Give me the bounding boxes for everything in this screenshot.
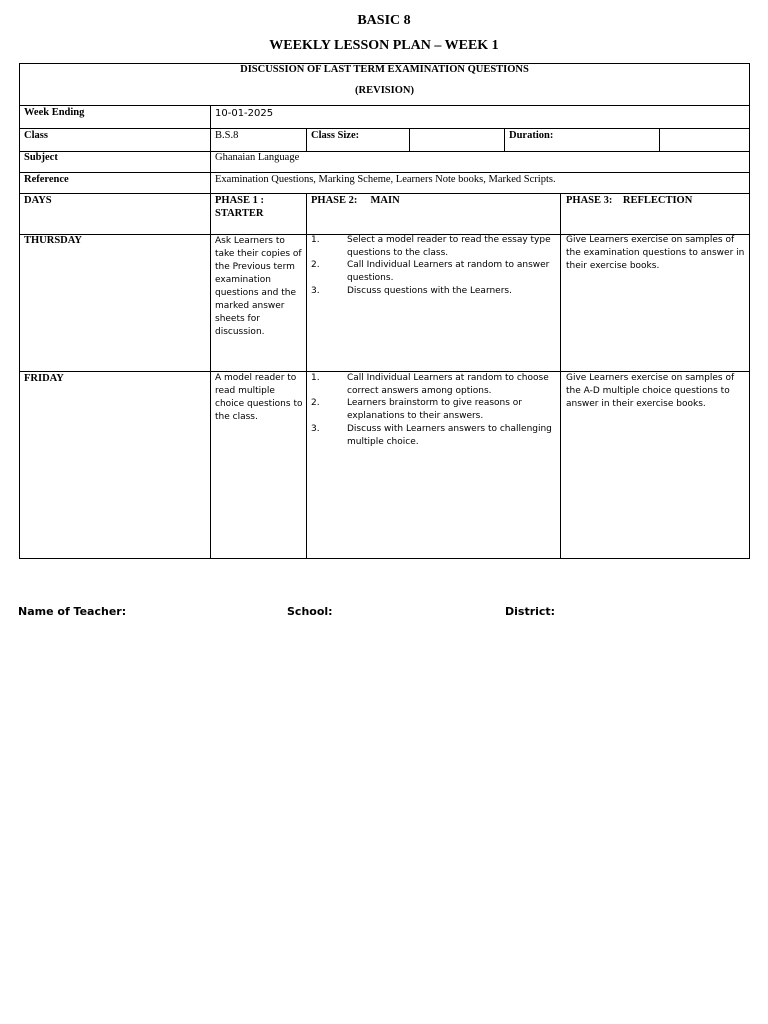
list-item: 2. Call Individual Learners at random to answer questions.	[311, 260, 550, 284]
subject-label: Subject	[24, 152, 58, 163]
column-divider	[210, 105, 211, 559]
document-subtitle: WEEKLY LESSON PLAN – WEEK 1	[269, 38, 499, 53]
phase1-header-line1: PHASE 1 :	[215, 195, 265, 206]
list-item: 3. Discuss with Learners answers to challenging multiple choice.	[311, 423, 552, 447]
duration-label: Duration:	[509, 130, 554, 141]
friday-main-list	[311, 372, 556, 448]
thursday-starter: Ask Learners to take their copies of the Previous term examination questions and the marked answer sheets for discussion.	[215, 236, 302, 337]
reference-label: Reference	[24, 174, 69, 185]
column-divider	[560, 193, 561, 559]
teacher-name-label: Name of Teacher:	[18, 605, 127, 618]
thursday-main-list	[311, 234, 556, 298]
list-item: 2. Learners brainstorm to give reasons or explanations to their answers.	[311, 398, 523, 422]
day-thursday: THURSDAY	[24, 235, 82, 246]
school-label: School:	[287, 605, 333, 618]
column-divider	[306, 128, 307, 151]
row-divider	[19, 128, 750, 129]
column-divider	[659, 128, 660, 151]
document-title: BASIC 8	[357, 13, 411, 28]
week-ending-value: 10-01-2025	[215, 108, 274, 119]
list-item: 1. Call Individual Learners at random to choose correct answers among options.	[311, 373, 549, 396]
list-item: 3. Discuss questions with the Learners.	[311, 285, 512, 296]
column-divider	[409, 128, 410, 151]
class-label: Class	[24, 130, 48, 141]
district-label: District:	[505, 605, 556, 618]
column-divider	[306, 193, 307, 559]
phase1-header-line2: STARTER	[215, 208, 264, 219]
subject-value: Ghanaian Language	[215, 152, 300, 163]
reference-value: Examination Questions, Marking Scheme, Learners Note books, Marked Scripts.	[215, 174, 556, 185]
thursday-reflection: Give Learners exercise on samples of the examination questions to answer in their exercise books.	[566, 235, 745, 271]
column-divider	[504, 128, 505, 151]
table-banner-line1: DISCUSSION OF LAST TERM EXAMINATION QUESTIONS	[240, 64, 529, 75]
phase2-header: PHASE 2: MAIN	[311, 195, 400, 206]
friday-starter: A model reader to read multiple choice questions to the class.	[215, 373, 303, 422]
row-divider	[19, 105, 750, 106]
days-header: DAYS	[24, 195, 52, 206]
table-banner-line2: (REVISION)	[355, 85, 414, 96]
class-size-label: Class Size:	[311, 130, 360, 141]
phase3-header: PHASE 3: REFLECTION	[566, 195, 693, 206]
class-value: B.S.8	[215, 130, 239, 141]
row-divider	[19, 151, 750, 152]
day-friday: FRIDAY	[24, 373, 64, 384]
week-ending-label: Week Ending	[24, 107, 85, 118]
list-item: 1. Select a model reader to read the essay type questions to the class.	[311, 235, 551, 258]
lesson-plan-table	[19, 63, 750, 559]
friday-reflection: Give Learners exercise on samples of the A-D multiple choice questions to answer in their exercise books.	[566, 373, 735, 409]
